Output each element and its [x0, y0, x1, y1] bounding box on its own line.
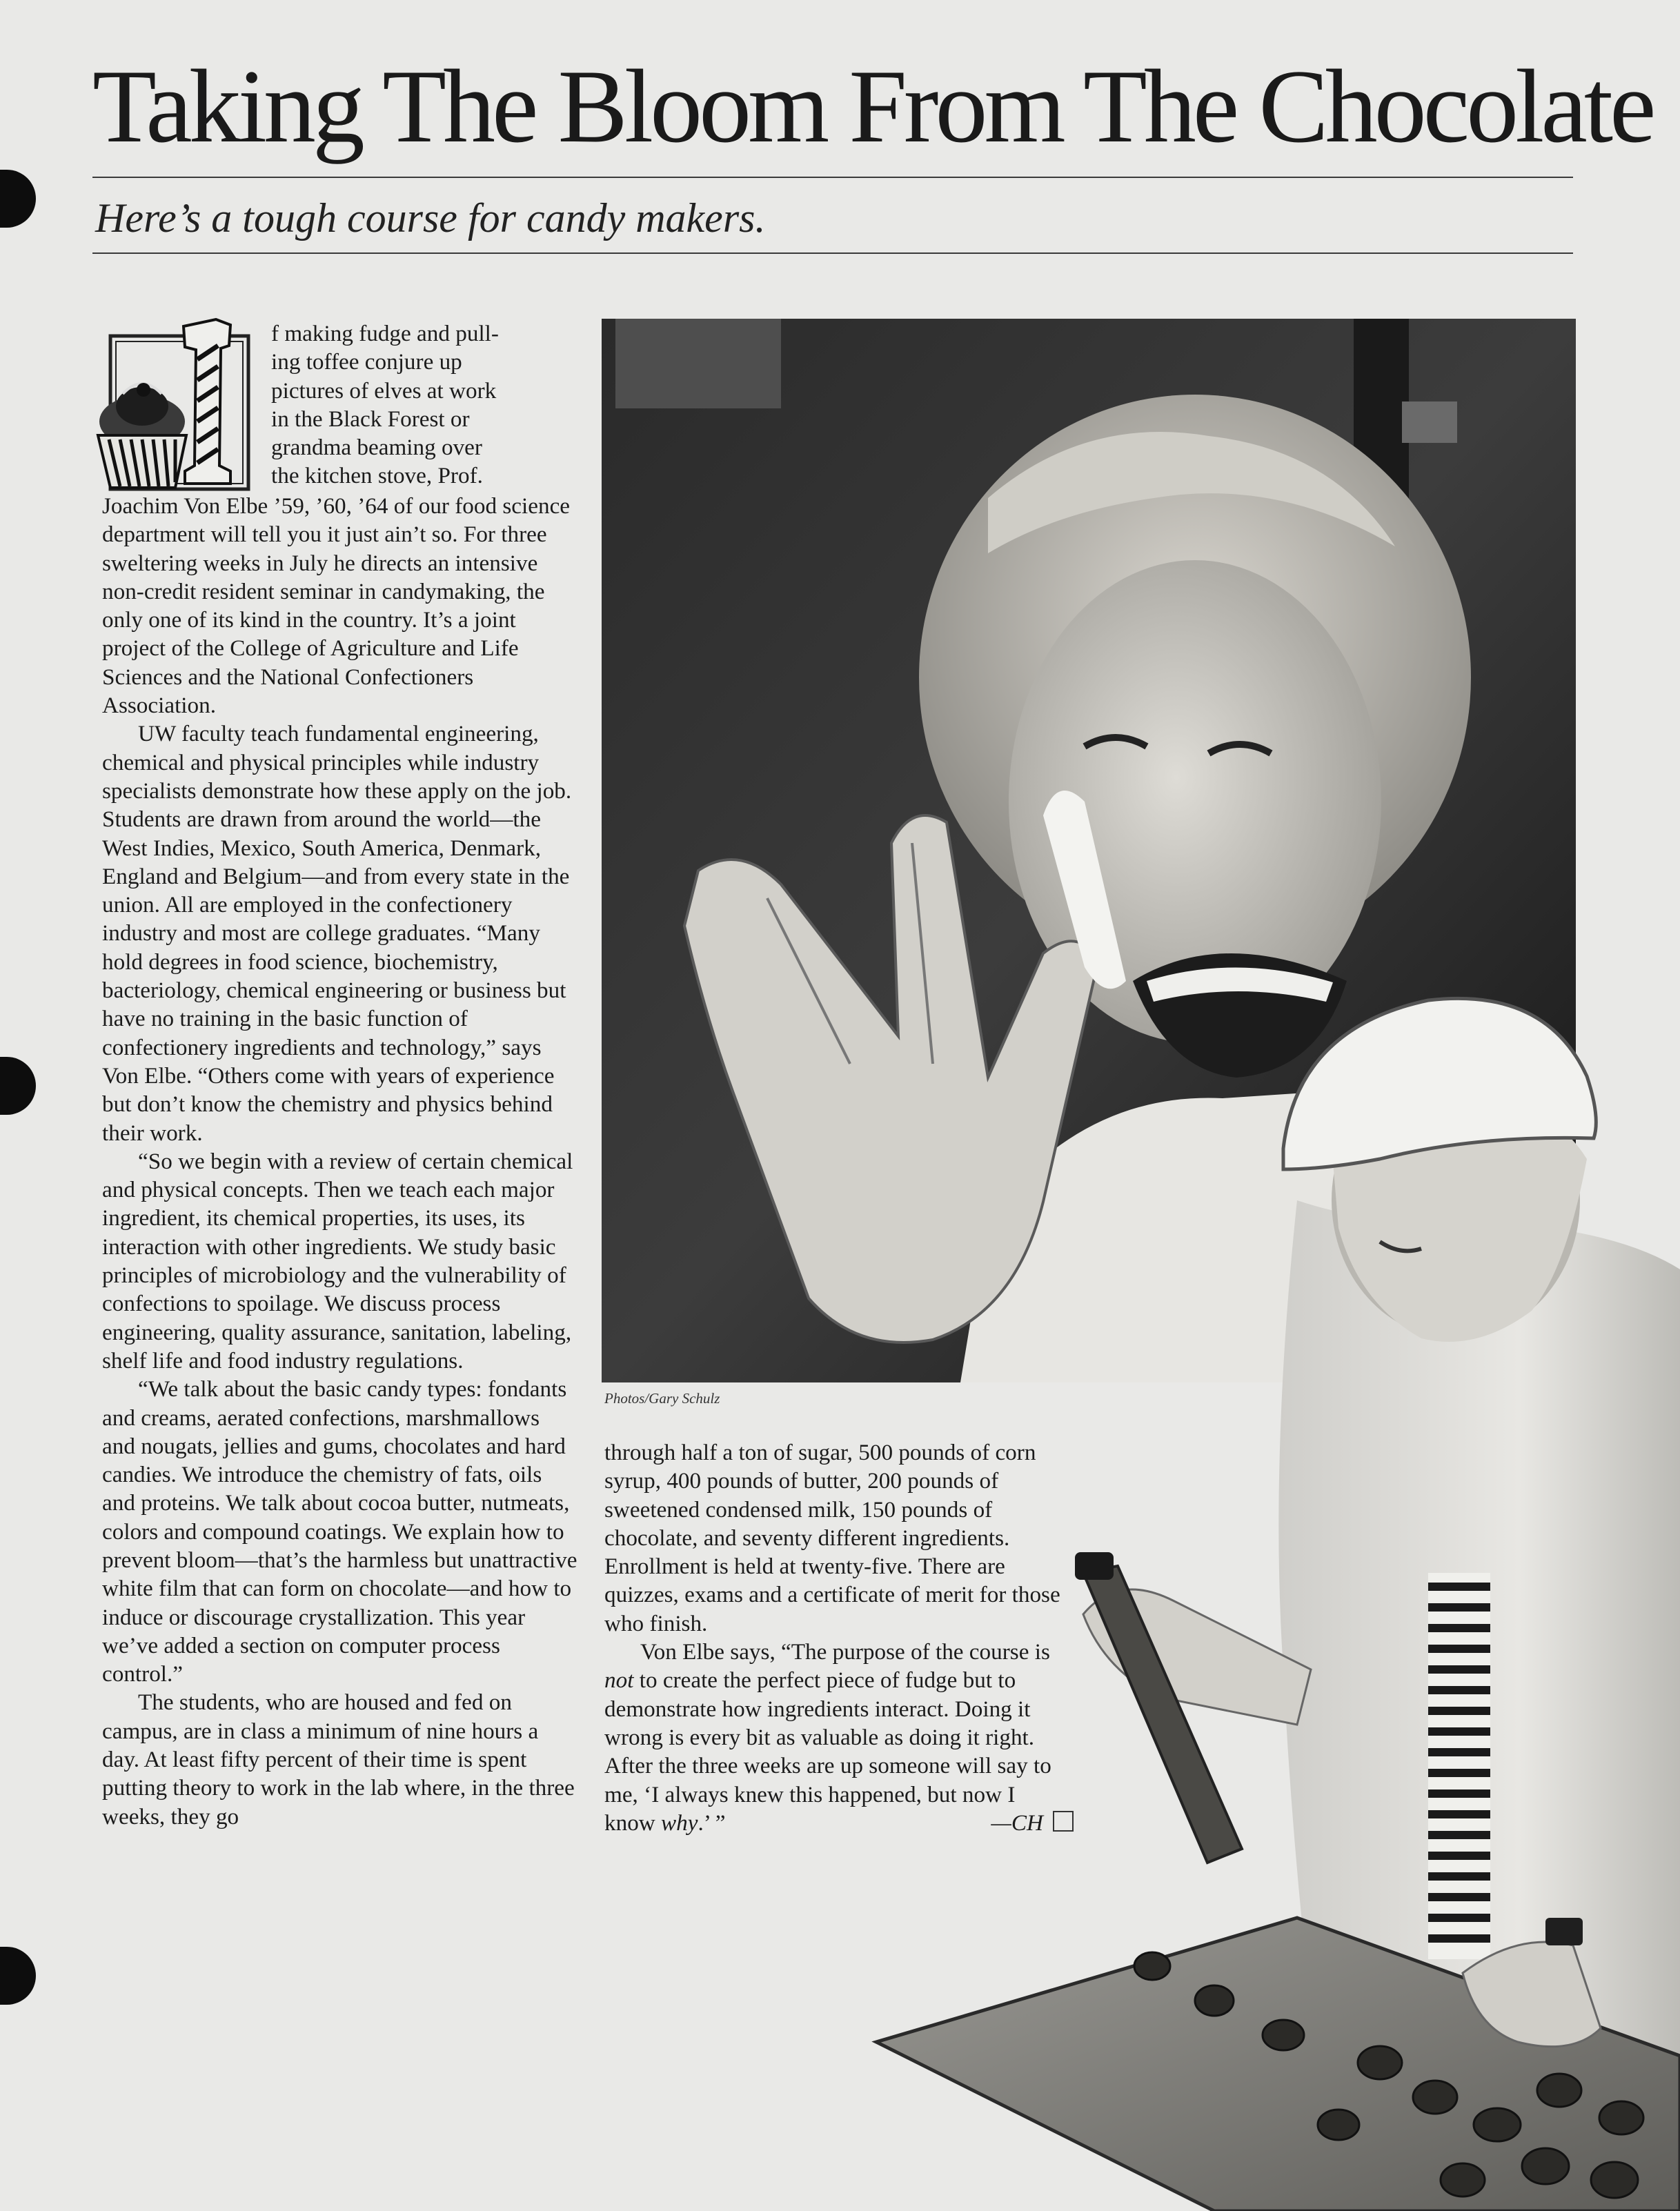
article-paragraph-3: “So we begin with a review of certain chemical and physical concepts. Then we teach each major ingredient, its chemical properties, its uses, its interaction with other ingredients. We study basic principles of microbiology and the vulnerability of confections to spoilage. We discuss process engineering, quality assurance, sanitation, labeling, shelf life and food industry regulations.: [102, 1148, 573, 1374]
punch-hole-middle: [0, 1057, 36, 1115]
lead-paragraph-rest: Joachim Von Elbe ’59, ’60, ’64 of our food science department will tell you it just ain’t so. For three sweltering weeks in July he directs an intensive non-credit resident seminar in candymaking, the only one of its kind in the country. It’s a joint project of the College of Agriculture and Life Sciences and the National Confectioners Association.: [102, 493, 571, 719]
page-title: Taking The Bloom From The Chocolate: [92, 48, 1653, 164]
article-paragraph-5: The students, who are housed and fed on campus, are in class a minimum of nine hours a day. At least fifty percent of their time is spent putting theory to work in the lab where, in the three weeks, they go: [102, 1689, 575, 1830]
photo-credit: Photos/Gary Schulz: [604, 1390, 720, 1407]
striped-shirt: [1428, 1573, 1490, 1959]
punch-hole-bottom: [0, 1947, 36, 2005]
author-signature: —CH: [991, 1810, 1043, 1836]
article-column-left: [102, 319, 578, 1831]
title-divider-top: [92, 177, 1573, 178]
article-paragraph-4: “We talk about the basic candy types: fondants and creams, aerated confections, marshmallows and nougats, jellies and gums, chocolates and hard candies. We introduce the chemistry of fats, oils and proteins. We talk about cocoa butter, nutmeats, colors and compound coatings. We explain how to prevent bloom—that’s the harmless but unattractive white film that can form on chocolate—and how to induce or discourage crystallization. This year we’ve added a section on computer process control.”: [102, 1376, 577, 1687]
title-divider-bottom: [92, 252, 1573, 254]
article-paragraph-7: Von Elbe says, “The purpose of the course is not to create the perfect piece of fudge but to demonstrate how ingredients interact. Doing it wrong is every bit as valuable as doing it right. After the three weeks are up someone will say to me, ‘I always knew this happened, but now I: [604, 1639, 1051, 1807]
article-paragraph-2: UW faculty teach fundamental engineering, chemical and physical principles while industry specialists demonstrate how these apply on the job. Students are drawn from around the world—the West Indies, Mexico, South America, Denmark, England and Belgium—and from every state in the union. All are employed in the confectionery industry and most are college graduates. “Many hold degrees in food science, biochemistry, bacteriology, chemical engineering or business but have no training in the basic function of confectionery ingredients and technology,” says Von Elbe. “Others come with years of experience but don’t know the chemistry and physics behind their work.: [102, 721, 572, 1146]
dropcap-cupcake-illustration: [75, 318, 257, 492]
photo-worker-with-candy-tray: [856, 980, 1680, 2211]
article-closing-line: know why.’ ” —CH: [604, 1809, 1074, 1837]
punch-hole-top: [0, 170, 36, 228]
page-subtitle: Here’s a tough course for candy makers.: [95, 195, 766, 241]
article-paragraph-6: through half a ton of sugar, 500 pounds of corn syrup, 400 pounds of butter, 200 pounds of sweetened condensed milk, 150 pounds of chocolate, and seventy different ingredients. Enrollment is held at twenty-five. There are quizzes, exams and a certificate of merit for those who finish.: [604, 1440, 1060, 1636]
article-lead-paragraph: f making fudge and pull- ing toffee conjure up pictures of elves at work in the Black Forest or grandma beaming over the kitchen stove, Prof. Joachim Von Elbe ’59, ’60, ’64 of our food science department will tell you it just ain’t so. For three sweltering weeks in July he directs an intensive non-credit resident seminar in candymaking, the only one of its kind in the country. It’s a joint project of the College of Agriculture and Life Sciences and the National Confectioners Association.: [102, 319, 578, 720]
